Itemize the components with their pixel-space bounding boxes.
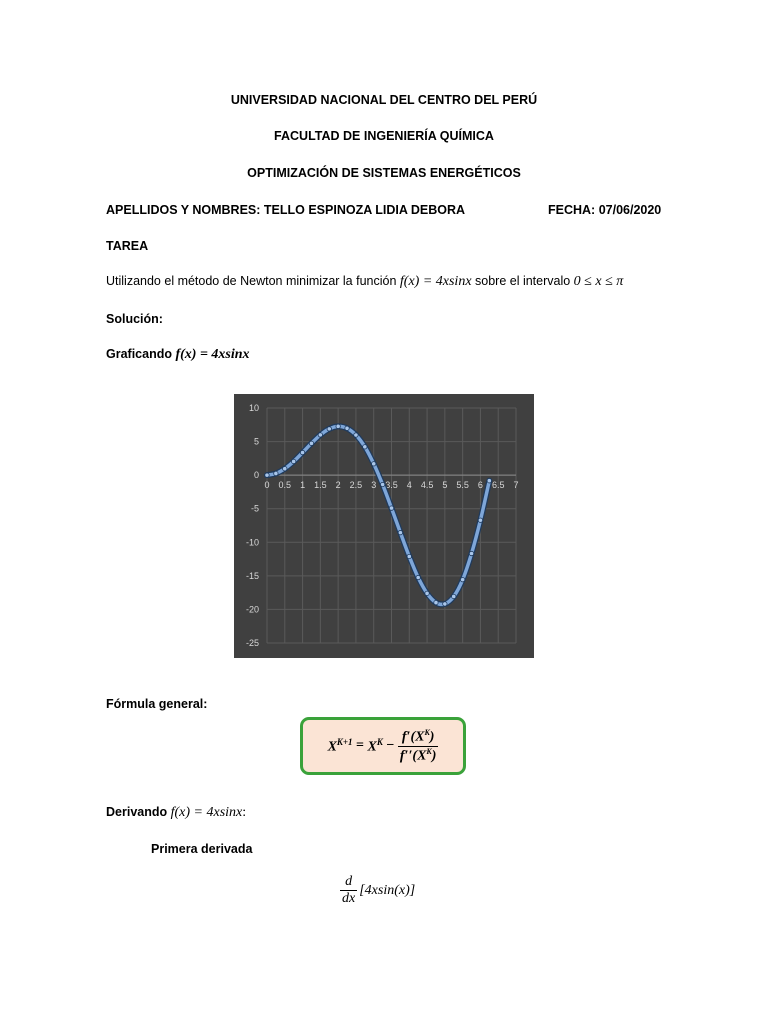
data-point [327,427,331,431]
first-derivative-title: Primera derivada [151,842,253,856]
data-point [283,466,287,470]
derivative-expression [340,874,415,907]
formula-x-sup: K [376,736,383,747]
x-tick-label: 2.5 [349,480,363,491]
data-point [389,506,393,510]
derivation-function: f(x) = 4xsinx [170,805,243,820]
data-point [452,594,456,598]
data-point [425,591,429,595]
data-point [363,445,367,449]
data-point [443,602,447,606]
data-point [469,551,473,555]
formula-denominator [398,747,439,765]
y-tick-label: -5 [250,503,259,514]
data-point [398,530,402,534]
d-dx-fraction [340,874,357,907]
derivation-colon: : [242,805,247,820]
data-point [291,459,295,463]
formula-x-base: X [367,739,377,755]
x-tick-label: 4.5 [420,480,434,491]
x-tick-label: 2 [335,480,341,491]
formula-title: Fórmula general: [106,697,208,711]
x-tick-label: 0 [264,480,270,491]
derivation-label-text: Derivando [106,805,171,819]
formula-x [368,737,383,756]
formula-lhs-sup: K+1 [336,736,353,747]
task-statement-text: Utilizando el método de Newton minimizar la función [106,274,400,288]
x-tick-label: 3 [371,480,377,491]
graph-label-text: Graficando [106,347,176,361]
course-title: OPTIMIZACIÓN DE SISTEMAS ENERGÉTICOS [247,166,521,180]
dx-denominator: dx [342,891,356,906]
general-formula-box [300,717,466,775]
data-point [354,433,358,437]
formula-minus: − [382,738,398,753]
x-tick-label: 5 [442,480,448,491]
formula-numerator [398,728,439,747]
data-point [274,471,278,475]
x-tick-label: 4 [406,480,412,491]
derivation-label [106,805,246,821]
x-tick-label: 1 [300,480,306,491]
x-tick-label: 7 [513,480,519,491]
data-point [372,462,376,466]
student-name: APELLIDOS Y NOMBRES: TELLO ESPINOZA LIDIA DEBORA [106,203,466,217]
data-point [434,600,438,604]
formula-num-text: f′(X [401,729,425,745]
formula-lhs [328,737,353,756]
data-point [487,479,491,483]
x-tick-label: 0.5 [278,480,292,491]
derivative-argument: [4xsin(x)] [359,882,416,898]
data-point [309,441,313,445]
formula-den-sup: K [426,746,432,756]
x-tick-label: 5.5 [456,480,469,491]
formula-den-close: ) [431,748,437,764]
university-title: UNIVERSIDAD NACIONAL DEL CENTRO DEL PERÚ [230,93,538,107]
y-tick-label: -15 [245,570,259,581]
y-tick-label: 10 [248,403,259,413]
data-point [407,554,411,558]
function-chart [234,394,534,658]
data-point [460,577,464,581]
chart-svg [234,394,534,658]
newton-formula [303,720,463,772]
task-interval: 0 ≤ x ≤ π [573,274,624,289]
data-point [265,473,269,477]
data-point [478,518,482,522]
formula-lhs-base: X [327,739,337,755]
data-point [318,433,322,437]
faculty-title: FACULTAD DE INGENIERÍA QUÍMICA [274,129,494,143]
task-statement [106,274,623,290]
formula-num-sup: K [424,727,430,737]
graph-function: f(x) = 4xsinx [175,347,250,362]
data-point [336,424,340,428]
d-numerator: d [340,874,357,891]
y-tick-label: 0 [253,470,259,481]
formula-den-text: f′′(X [399,748,427,764]
formula-num-close: ) [429,729,435,745]
date-label: FECHA: 07/06/2020 [548,203,662,217]
x-tick-label: 6 [477,480,483,491]
data-point [416,575,420,579]
x-tick-label: 6.5 [491,480,505,491]
y-tick-label: -10 [245,537,259,548]
x-tick-label: 3.5 [385,480,398,491]
data-point [380,482,384,486]
graph-label [106,347,250,363]
data-point [300,450,304,454]
y-tick-label: -25 [245,638,259,648]
formula-fraction [398,728,439,764]
task-function: f(x) = 4xsinx [399,274,472,289]
task-title: TAREA [106,239,149,253]
solution-title: Solución: [106,312,163,326]
task-statement-mid: sobre el intervalo [471,274,574,288]
y-tick-label: -20 [245,604,259,615]
data-point [345,426,349,430]
y-tick-label: 5 [253,436,259,447]
x-tick-label: 1.5 [314,480,327,491]
formula-equals: = [352,738,368,753]
